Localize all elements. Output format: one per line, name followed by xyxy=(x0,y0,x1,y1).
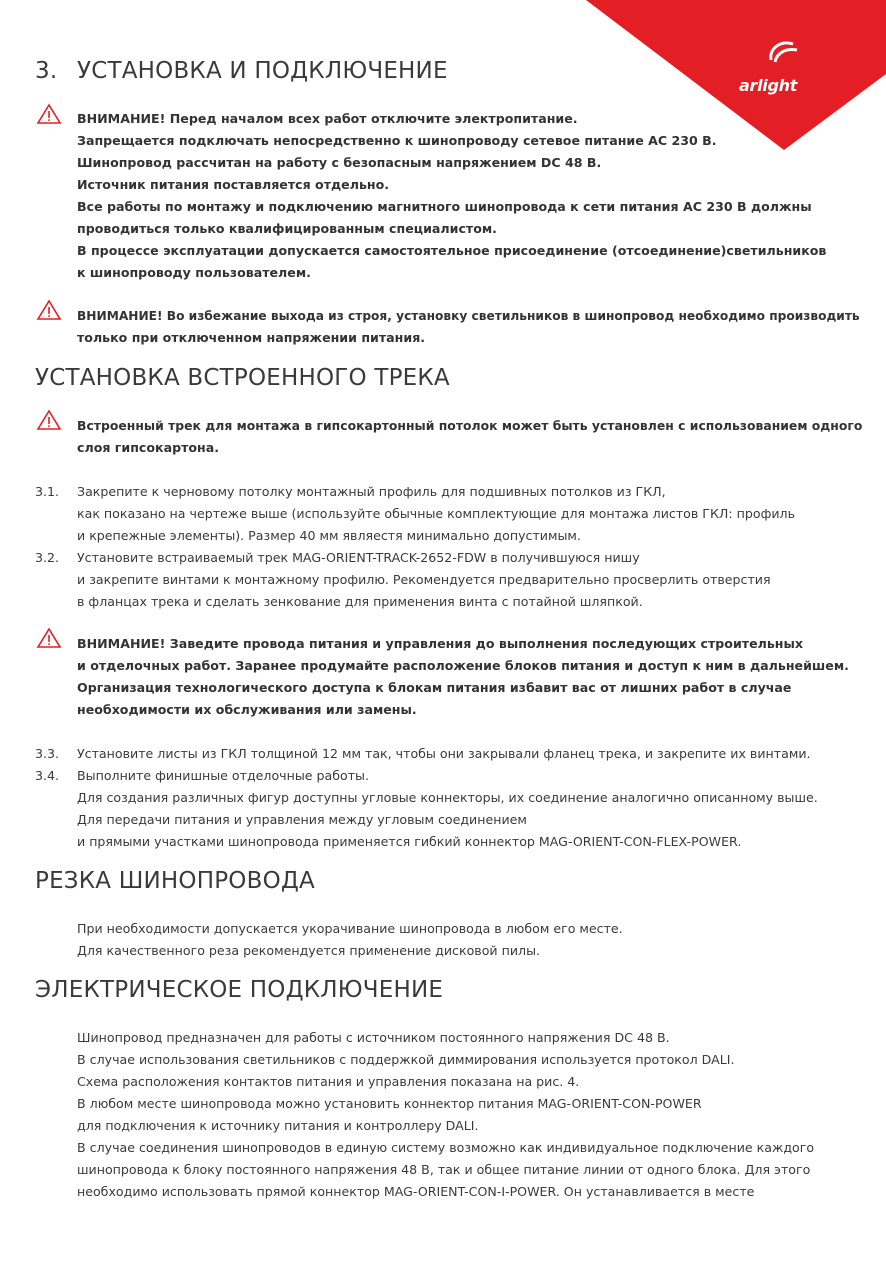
text-line: необходимо использовать прямой коннектор MAG-ORIENT-CON-I-POWER. Он устанавливается в месте xyxy=(77,1184,755,1199)
warning-drywall xyxy=(77,415,863,459)
text-line: Для качественного реза рекомендуется применение дисковой пилы. xyxy=(77,943,541,958)
brand-logo: arlight xyxy=(739,76,798,95)
text-line: Шинопровод рассчитан на работу с безопасным напряжением DC 48 В. xyxy=(77,155,602,170)
text-line: Встроенный трек для монтажа в гипсокартонный потолок может быть установлен с использованием одного xyxy=(77,418,863,433)
step-3-3 xyxy=(77,743,857,765)
text-line: В случае использования светильников с поддержкой диммирования используется протокол DALI. xyxy=(77,1052,735,1067)
section-title-installation xyxy=(35,58,448,84)
text-line: Схема расположения контактов питания и управления показана на рис. 4. xyxy=(77,1074,580,1089)
warning-wiring xyxy=(77,633,857,721)
text-line: ВНИМАНИЕ! Во избежание выхода из строя, установку светильников в шинопровод необходимо производить xyxy=(77,309,860,323)
step-number: 3.2. xyxy=(35,550,60,565)
step-number: 3.4. xyxy=(35,768,60,783)
text-line: и прямыми участками шинопровода применяется гибкий коннектор MAG-ORIENT-CON-FLEX-POWER. xyxy=(77,834,742,849)
text-line: Установите встраиваемый трек MAG-ORIENT-TRACK-2652-FDW в получившуюся нишу xyxy=(77,550,640,565)
warning-install-off xyxy=(77,305,860,349)
warning-icon xyxy=(36,299,62,321)
text-line: Шинопровод предназначен для работы с источником постоянного напряжения DC 48 В. xyxy=(77,1030,670,1045)
section-title-text: УСТАНОВКА И ПОДКЛЮЧЕНИЕ xyxy=(77,58,448,84)
warning-power-off xyxy=(77,108,857,284)
arlight-swirl-icon xyxy=(765,38,801,74)
text-line: При необходимости допускается укорачивание шинопровода в любом его месте. xyxy=(77,921,623,936)
text-line: В случае соединения шинопроводов в единую систему возможно как индивидуальное подключение каждого xyxy=(77,1140,815,1155)
text-line: ВНИМАНИЕ! Заведите провода питания и управления до выполнения последующих строительных xyxy=(77,636,804,651)
text-line: к шинопроводу пользователем. xyxy=(77,265,311,280)
text-line: В процессе эксплуатации допускается самостоятельное присоединение (отсоединение)светильников xyxy=(77,243,827,258)
text-line: шинопровода к блоку постоянного напряжения 48 В, так и общее питание линии от одного блока. Для этого xyxy=(77,1162,811,1177)
text-line: для подключения к источнику питания и контроллеру DALI. xyxy=(77,1118,479,1133)
warning-icon xyxy=(36,409,62,431)
step-3-1 xyxy=(77,481,857,547)
text-line: необходимости их обслуживания или замены. xyxy=(77,702,417,717)
text-line: Закрепите к черновому потолку монтажный профиль для подшивных потолков из ГКЛ, xyxy=(77,484,666,499)
warning-icon xyxy=(36,103,62,125)
text-line: проводиться только квалифицированным специалистом. xyxy=(77,221,497,236)
text-line: Для создания различных фигур доступны угловые коннекторы, их соединение аналогично описанному выше. xyxy=(77,790,818,805)
section-number: 3. xyxy=(35,58,58,84)
section-title-builtin-track: УСТАНОВКА ВСТРОЕННОГО ТРЕКА xyxy=(35,365,450,391)
step-3-4 xyxy=(77,765,857,853)
text-line: как показано на чертеже выше (используйте обычные комплектующие для монтажа листов ГКЛ: профиль xyxy=(77,506,796,521)
electrical-text xyxy=(77,1027,857,1203)
step-3-2 xyxy=(77,547,857,613)
text-line: и закрепите винтами к монтажному профилю. Рекомендуется предварительно просверлить отверстия xyxy=(77,572,771,587)
text-line: Для передачи питания и управления между угловым соединением xyxy=(77,812,527,827)
section-title-cutting: РЕЗКА ШИНОПРОВОДА xyxy=(35,868,315,894)
text-line: Источник питания поставляется отдельно. xyxy=(77,177,390,192)
warning-icon xyxy=(36,627,62,649)
text-line: Организация технологического доступа к блокам питания избавит вас от лишних работ в случае xyxy=(77,680,792,695)
text-line: и отделочных работ. Заранее продумайте расположение блоков питания и доступ к ним в дальнейшем. xyxy=(77,658,849,673)
text-line: слоя гипсокартона. xyxy=(77,440,220,455)
text-line: и крепежные элементы). Размер 40 мм являестя минимально допустимым. xyxy=(77,528,581,543)
text-line: Запрещается подключать непосредственно к шинопроводу сетевое питание AC 230 В. xyxy=(77,133,717,148)
section-title-electrical: ЭЛЕКТРИЧЕСКОЕ ПОДКЛЮЧЕНИЕ xyxy=(35,977,444,1003)
text-line: Выполните финишные отделочные работы. xyxy=(77,768,369,783)
step-number: 3.1. xyxy=(35,484,60,499)
text-line: В любом месте шинопровода можно установить коннектор питания MAG-ORIENT-CON-POWER xyxy=(77,1096,702,1111)
cutting-text xyxy=(77,918,857,962)
text-line: в фланцах трека и сделать зенкование для применения винта с потайной шляпкой. xyxy=(77,594,643,609)
text-line: ВНИМАНИЕ! Перед началом всех работ отключите электропитание. xyxy=(77,111,578,126)
text-line: только при отключенном напряжении питания. xyxy=(77,330,426,345)
step-number: 3.3. xyxy=(35,746,60,761)
text-line: Установите листы из ГКЛ толщиной 12 мм так, чтобы они закрывали фланец трека, и закрепите их винтами. xyxy=(77,746,811,761)
text-line: Все работы по монтажу и подключению магнитного шинопровода к сети питания AC 230 В должны xyxy=(77,199,812,214)
